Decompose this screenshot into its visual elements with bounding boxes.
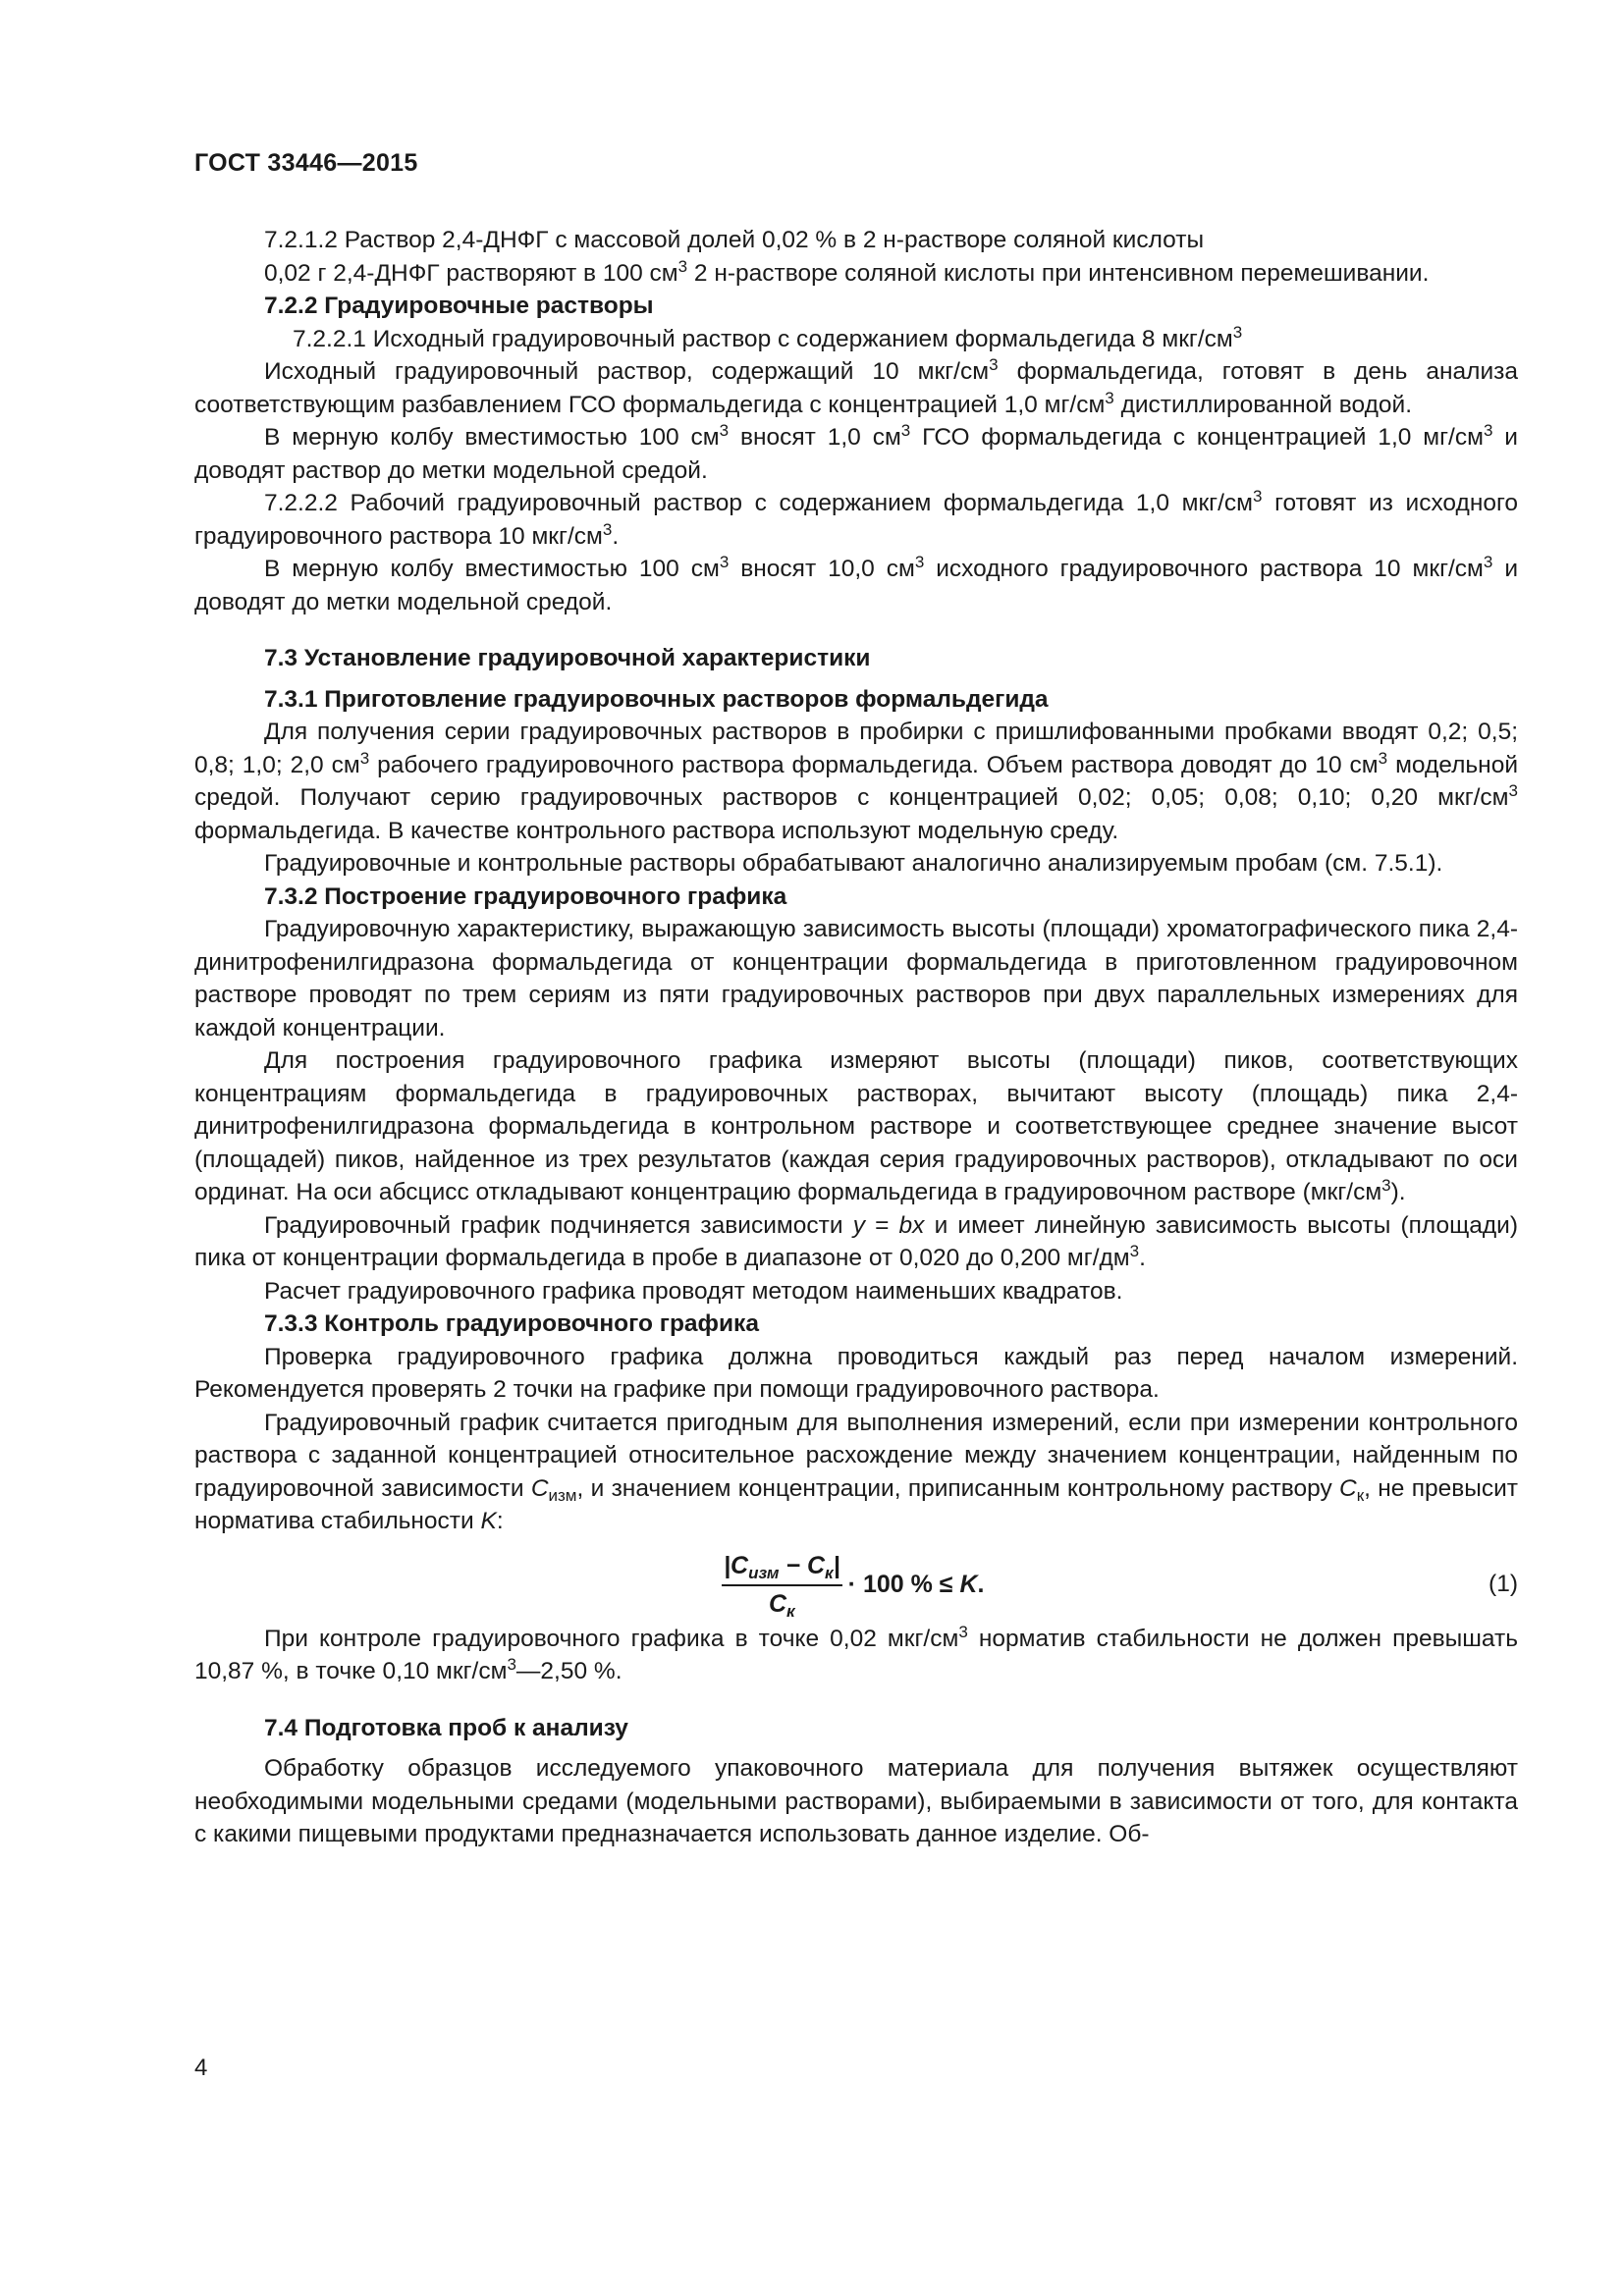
subsection-heading: 7.3.1 Приготовление градуировочных растворов формальдегида xyxy=(264,685,1049,713)
paragraph: Градуировочный график подчиняется зависимости y = bx и имеет линейную зависимость высоты (площади) пика от концентрации формальдегида в пробе в диапазоне от 0,020 до 0,200 $мг/дм^3$. xyxy=(194,1211,1518,1271)
subsection-heading: 7.3.2 Построение градуировочного графика xyxy=(264,882,787,910)
document-body xyxy=(194,224,1518,1851)
paragraph: Для получения серии градуировочных растворов в пробирки с пришлифованными пробками вводят 0,2; 0,5; 0,8; 1,0; 2,0 $см^3$ рабочего градуировочного раствора формальдегида. Объем раствора доводят до 10 $см^3$ модельной средой. Получают серию градуировочных растворов с концентрацией 0,02; 0,05; 0,08; 0,10; 0,20 мкг/$см^3$ формальдегида. В качестве контрольного раствора используют модельную среду. xyxy=(194,719,1519,844)
paragraph: 0,02 г 2,4-ДНФГ растворяют в 100 $см^3$ 2 н-растворе соляной кислоты при интенсивном перемешивании. xyxy=(264,256,1430,287)
paragraph: При контроле градуировочного графика в точке 0,02 мкг/$см^3$ норматив стабильности не должен превышать 10,87 %, в точке 0,10 мкг/$см^3—2,50$ %. xyxy=(194,1622,1518,1684)
paragraph: Обработку образцов исследуемого упаковочного материала для получения вытяжек осуществляют необходимыми модельными средами (модельными растворами), выбираемыми в зависимости от того, для контакта с какими пищевыми продуктами предназначается использовать данное изделие. Об- xyxy=(194,1755,1518,1847)
paragraph: Градуировочную характеристику, выражающую зависимость высоты (площади) хроматографического пика 2,4-динитрофенилгидразона формальдегида от концентрации формальдегида в приготовленном градуировочном растворе проводят по трем сериям из пяти градуировочных растворов при двух параллельных измерениях для каждой концентрации. xyxy=(194,916,1518,1041)
paragraph: 7.2.1.2 Раствор 2,4-ДНФГ с массовой долей 0,02 % в 2 н-растворе соляной кислоты xyxy=(264,227,1205,253)
paragraph: Градуировочный график считается пригодным для выполнения измерений, если при измерении контрольного раствора с заданной концентрацией относительное расхождение между значением концентрации, найденным по градуировочной зависимости $C_{изм}$, и значением концентрации, приписанным контрольному раствору $C_к$, не превысит норматива стабильности K: xyxy=(194,1409,1518,1534)
formula-denominator: $C_к$ xyxy=(768,1590,795,1621)
paragraph: 7.2.2.2 Рабочий градуировочный раствор с содержанием формальдегида 1,0 мкг/$см^3$ готовят из исходного градуировочного раствора 10 мкг/$см^3$. xyxy=(194,487,1518,550)
formula xyxy=(194,1550,1518,1621)
subsection-heading: 7.3.3 Контроль градуировочного графика xyxy=(264,1310,759,1337)
paragraph: В мерную колбу вместимостью 100 $см^3$ вносят 1,0 $см^3$ ГСО формальдегида с концентрацией 1,0 $мг/см^3$ и доводят раствор до метки модельной средой. xyxy=(194,421,1518,484)
paragraph: Исходный градуировочный раствор, содержащий 10 мкг/$см^3$ формальдегида, готовят в день анализа соответствующим разбавлением ГСО формальдегида с концентрацией 1,0 $мг/см^3$ дистиллированной водой. xyxy=(194,355,1518,418)
paragraph: 7.2.2.1 Исходный градуировочный раствор с содержанием формальдегида 8 мкг/$см^3$ xyxy=(293,322,1243,352)
formula-expression xyxy=(722,1550,984,1622)
paragraph: Градуировочные и контрольные растворы обрабатывают аналогично анализируемым пробам (см. 7.5.1). xyxy=(264,850,1443,877)
equation-number: (1) xyxy=(1489,1570,1518,1597)
paragraph: Для построения градуировочного графика измеряют высоты (площади) пиков, соответствующих концентрациям формальдегида в градуировочных растворах, вычитают высоту (площадь) пика 2,4-динитрофенилгидразона формальдегида в контрольном растворе и соответствующее среднее значение высот (площадей) пиков, найденное из трех результатов (каждая серия градуировочных растворов), откладывают по оси ординат. На оси абсцисс откладывают концентрацию формальдегида в градуировочном растворе $(мкг/см^3)$. xyxy=(194,1047,1518,1205)
paragraph: В мерную колбу вместимостью 100 $см^3$ вносят 10,0 $см^3$ исходного градуировочного раствора 10 мкг/$см^3$ и доводят до метки модельной средой. xyxy=(194,553,1519,615)
section-heading: 7.3 Установление градуировочной характеристики xyxy=(264,645,871,671)
formula-numerator: $|C_{изм} - C_к|$ xyxy=(722,1550,842,1587)
formula-tail: · 100 % ≤ K. xyxy=(847,1571,985,1599)
document-header: ГОСТ 33446—2015 xyxy=(194,149,418,177)
paragraph: Проверка градуировочного графика должна проводиться каждый раз перед началом измерений. Рекомендуется проверять 2 точки на графике при помощи градуировочного раствора. xyxy=(194,1343,1518,1403)
section-heading: 7.2.2 Градуировочные растворы xyxy=(264,293,654,319)
section-heading: 7.4 Подготовка проб к анализу xyxy=(264,1714,628,1741)
paragraph: Расчет градуировочного графика проводят методом наименьших квадратов. xyxy=(264,1277,1123,1305)
formula-fraction xyxy=(722,1550,842,1622)
page-number: 4 xyxy=(194,2055,208,2081)
